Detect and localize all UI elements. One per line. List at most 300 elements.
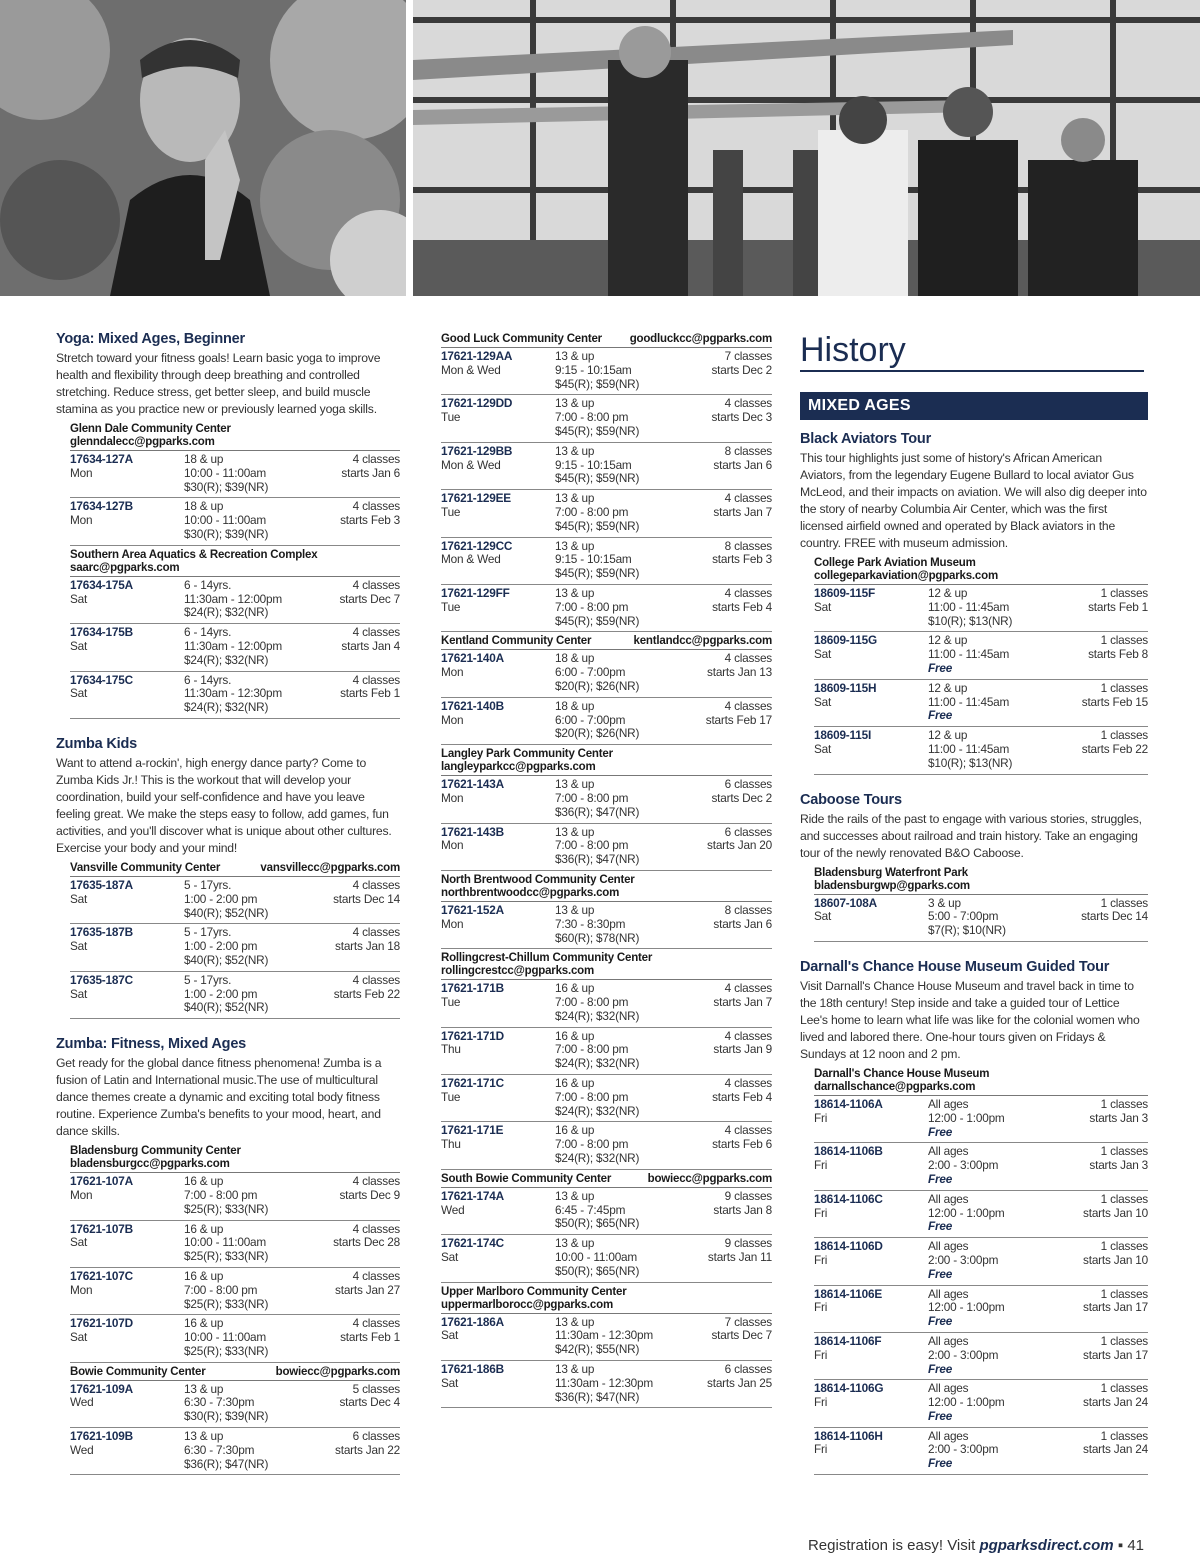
session-code-day [814,897,928,938]
location-email[interactable]: bowiecc@pgparks.com [275,1365,400,1378]
session-schedule [333,1223,400,1264]
session-code-day [441,587,555,628]
session-fee: $25(R); $33(NR) [184,1296,269,1311]
course-offerings [814,554,1148,775]
session-row[interactable] [70,924,400,971]
session-details [184,974,334,1015]
location-email[interactable]: saarc@pgparks.com [70,561,180,574]
session-age: 12 & up [928,680,968,695]
session-start-date: starts Jan 3 [1089,1110,1148,1125]
session-row[interactable] [441,395,772,442]
activity-number: 17621-107C [70,1268,133,1283]
activity-number: 17634-127B [70,499,133,514]
session-start-date: starts Jan 11 [707,1250,772,1265]
session-time: 11:00 - 11:45am [928,599,1010,614]
session-class-count: 7 classes [724,1314,772,1329]
session-details [555,492,713,533]
session-details [184,1270,335,1311]
session-days: Sat [814,647,832,662]
session-schedule [339,1383,400,1424]
location-email[interactable]: langleyparkcc@pgparks.com [441,761,596,774]
session-time: 11:30am - 12:00pm [184,638,283,653]
session-time: 10:00 - 11:00am [184,513,267,528]
session-time: 1:00 - 2:00 pm [184,891,258,906]
location-email[interactable]: bowiecc@pgparks.com [647,1172,772,1185]
activity-number: 18614-1106D [814,1239,883,1254]
session-age: 16 & up [184,1268,224,1283]
session-days: Thu [441,1137,461,1152]
activity-number: 17621-171B [441,981,504,996]
session-code-day [814,587,928,628]
session-row[interactable] [70,1268,400,1315]
session-details [928,1145,1089,1186]
session-row[interactable] [441,776,772,823]
location-email[interactable]: kentlandcc@pgparks.com [633,635,772,648]
activity-number: 18614-1106E [814,1286,882,1301]
session-class-count: 4 classes [724,981,772,996]
activity-number: 17621-171D [441,1028,504,1043]
session-row[interactable] [441,650,772,697]
session-time: 11:30am - 12:00pm [184,591,283,606]
session-class-count: 1 classes [1100,1333,1148,1348]
session-age: 13 & up [555,1188,595,1203]
session-row[interactable] [814,1380,1148,1427]
session-time: 5:00 - 7:00pm [928,909,999,924]
location-email[interactable]: bladensburgwp@gparks.com [814,879,970,892]
session-time: 6:45 - 7:45pm [555,1202,626,1217]
session-class-count: 1 classes [1100,1381,1148,1396]
session-details [928,587,1088,628]
location-name: South Bowie Community Center [441,1172,612,1185]
location-header [70,546,400,577]
session-row[interactable] [70,1381,400,1428]
session-code-day [814,1193,928,1234]
session-time: 6:30 - 7:30pm [184,1395,255,1410]
session-row[interactable] [441,980,772,1027]
activity-number: 17621-143B [441,824,504,839]
session-schedule [706,700,772,741]
course-title: Zumba: Fitness, Mixed Ages [56,1036,247,1053]
session-row[interactable] [70,624,400,671]
session-row[interactable] [70,1173,400,1220]
session-row[interactable] [814,1428,1148,1475]
session-fee: Free [928,1266,953,1281]
session-row[interactable] [70,1315,400,1362]
session-class-count: 4 classes [724,1028,772,1043]
session-schedule [713,1030,772,1071]
session-fee: $40(R); $52(NR) [184,905,269,920]
session-row[interactable] [441,490,772,537]
session-details [928,729,1082,770]
session-row[interactable] [441,1028,772,1075]
session-class-count: 4 classes [352,972,400,987]
session-days: Sat [814,694,832,709]
session-details [555,652,707,693]
session-start-date: starts Jan 4 [341,638,400,653]
session-time: 1:00 - 2:00 pm [184,986,258,1001]
session-schedule [335,1270,400,1311]
session-row[interactable] [441,1188,772,1235]
session-fee: $20(R); $26(NR) [555,726,640,741]
session-row[interactable] [70,451,400,498]
location-header [441,871,772,902]
session-days: Thu [441,1042,461,1057]
session-start-date: starts Feb 15 [1081,694,1148,709]
activity-number: 17621-129EE [441,491,511,506]
session-row[interactable] [70,577,400,624]
session-class-count: 4 classes [352,577,400,592]
session-fee: $24(R); $32(NR) [184,700,269,715]
session-row[interactable] [441,698,772,745]
location-email[interactable]: collegeparkaviation@pgparks.com [814,570,998,582]
session-fee: $40(R); $52(NR) [184,952,269,967]
session-row[interactable] [814,727,1148,774]
course-description: Want to attend a-rockin', high energy dance party? Come to Zumba Kids Jr.! This is the workout that will develop your coordination, build your self-confidence and have you leave feeling great. We make the steps easy to follow, add games, fun activities, and you'll discover what is unique about other cultures. Exercise your body and your mind! [56,755,392,855]
session-class-count: 4 classes [724,585,772,600]
session-start-date: starts Dec 7 [711,1328,772,1343]
session-details [555,350,711,391]
session-row[interactable] [441,902,772,949]
activity-number: 17621-129AA [441,349,513,363]
session-row[interactable] [441,443,772,490]
session-start-date: starts Jan 18 [335,939,400,954]
session-age: All ages [928,1333,969,1348]
session-code-day [814,1335,928,1376]
session-fee: $45(R); $59(NR) [555,518,640,533]
location-header [441,745,772,776]
session-row[interactable] [814,1096,1148,1143]
session-code-day [70,453,184,494]
location-header [70,1363,400,1381]
location-email[interactable]: northbrentwoodcc@pgparks.com [441,886,620,899]
session-details [555,1316,711,1357]
activity-number: 17621-186A [441,1314,504,1329]
session-age: All ages [928,1239,969,1254]
session-days: Sat [70,1235,88,1250]
session-fee: Free [928,1408,953,1423]
session-row[interactable] [70,1221,400,1268]
session-row[interactable] [70,498,400,545]
session-code-day [441,397,555,438]
session-code-day [70,500,184,541]
session-row[interactable] [814,680,1148,727]
session-fee: $25(R); $33(NR) [184,1249,269,1264]
session-start-date: starts Jan 7 [713,995,772,1010]
session-class-count: 4 classes [352,1221,400,1236]
session-time: 9:15 - 10:15am [555,457,632,472]
session-row[interactable] [70,1428,400,1475]
session-time: 2:00 - 3:00pm [928,1442,999,1457]
session-code-day [441,778,555,819]
session-schedule [707,652,772,693]
session-schedule [341,453,400,494]
location-header [70,1142,400,1173]
location-header [441,1283,772,1314]
session-row[interactable] [70,972,400,1019]
session-days: Mon & Wed [441,362,501,377]
session-days: Mon [441,712,464,727]
session-code-day [814,1145,928,1186]
location-email[interactable]: vansvillecc@pgparks.com [260,861,400,874]
session-days: Tue [441,504,461,519]
location-email[interactable]: uppermarlborocc@pgparks.com [441,1298,613,1311]
location-name: Bladensburg Community Center [70,1145,241,1158]
session-code-day [441,826,555,867]
activity-number: 17621-129FF [441,585,510,600]
session-class-count: 5 classes [352,1381,400,1396]
location-name: North Brentwood Community Center [441,873,635,886]
session-days: Fri [814,1395,828,1410]
session-age: 5 - 17yrs. [184,877,232,892]
session-row[interactable] [441,585,772,632]
session-details [555,397,711,438]
session-details [184,500,340,541]
session-details [555,587,712,628]
session-start-date: starts Jan 6 [713,916,772,931]
session-fee: Free [928,660,953,675]
session-days: Fri [814,1347,828,1362]
location-email[interactable]: glenndalecc@pgparks.com [70,436,215,448]
session-start-date: starts Feb 22 [1081,741,1148,756]
session-row[interactable] [441,348,772,395]
location-name: Upper Marlboro Community Center [441,1285,627,1298]
session-code-day [70,626,184,667]
activity-number: 17621-109B [70,1429,133,1444]
session-class-count: 6 classes [724,777,772,792]
session-schedule [1082,682,1148,723]
session-days: Fri [814,1110,828,1125]
session-schedule [340,500,400,541]
session-schedule [1083,1240,1148,1281]
session-code-day [70,1383,184,1424]
session-details [555,700,706,741]
age-banner-mixed-ages: MIXED AGES [800,392,1148,420]
session-class-count: 7 classes [724,349,772,363]
course-title: Zumba Kids [56,735,137,752]
activity-number: 17621-171E [441,1123,504,1138]
session-fee: Free [928,1314,953,1329]
session-fee: $60(R); $78(NR) [555,930,640,945]
session-code-day [441,1237,555,1278]
session-schedule [340,1317,400,1358]
session-start-date: starts Dec 7 [339,591,400,606]
session-code-day [814,1430,928,1471]
session-fee: $45(R); $59(NR) [555,376,640,391]
session-days: Fri [814,1300,828,1315]
session-days: Fri [814,1205,828,1220]
session-age: All ages [928,1144,969,1159]
session-fee: $40(R); $52(NR) [184,1000,269,1015]
session-class-count: 1 classes [1100,1428,1148,1443]
session-days: Sat [441,1375,459,1390]
session-class-count: 1 classes [1100,895,1148,910]
location-email[interactable]: bladensburgcc@pgparks.com [70,1158,230,1171]
session-days: Mon [70,1282,93,1297]
session-details [555,904,713,945]
session-schedule [711,1316,772,1357]
session-time: 11:00 - 11:45am [928,741,1010,756]
session-code-day [441,700,555,741]
session-age: All ages [928,1286,969,1301]
session-schedule [1083,1382,1148,1423]
session-details [184,1317,340,1358]
session-row[interactable] [814,1333,1148,1380]
session-class-count: 4 classes [724,396,772,411]
footer-separator: ▪ [1113,1537,1128,1554]
activity-number: 17621-152A [441,902,504,917]
activity-number: 18614-1106H [814,1428,883,1443]
session-start-date: starts Jan 10 [1083,1205,1148,1220]
session-row[interactable] [814,1238,1148,1285]
course-offerings [814,864,1148,942]
session-code-day [70,1270,184,1311]
session-class-count: 8 classes [724,902,772,917]
session-row[interactable] [441,824,772,871]
activity-number: 17621-129CC [441,538,513,553]
session-row[interactable] [814,1191,1148,1238]
session-row[interactable] [441,1235,772,1282]
activity-number: 17621-143A [441,777,504,792]
session-start-date: starts Jan 27 [335,1282,400,1297]
session-age: 18 & up [184,452,224,466]
session-days: Mon [70,1187,93,1202]
session-class-count: 6 classes [724,1362,772,1377]
session-details [555,1363,707,1404]
session-start-date: starts Feb 17 [705,712,772,727]
session-code-day [70,1175,184,1216]
session-code-day [70,1430,184,1471]
activity-number: 18614-1106A [814,1096,883,1111]
session-row[interactable] [814,1143,1148,1190]
session-details [555,1077,712,1118]
session-details [555,540,712,581]
activity-number: 17621-107A [70,1174,133,1189]
session-time: 11:00 - 11:45am [928,694,1010,709]
session-code-day [70,926,184,967]
session-days: Sat [70,939,88,954]
location-email[interactable]: rollingcrestcc@pgparks.com [441,965,595,978]
session-fee: $45(R); $59(NR) [555,613,640,628]
session-age: 13 & up [555,1236,595,1251]
session-details [184,1175,339,1216]
session-days: Tue [441,599,461,614]
session-fee: $24(R); $32(NR) [555,1056,640,1071]
session-details [928,1382,1083,1423]
course-offerings [814,1065,1148,1475]
session-class-count: 8 classes [724,538,772,553]
session-fee: $20(R); $26(NR) [555,678,640,693]
session-days: Sat [70,1330,88,1345]
course-title: Darnall's Chance House Museum Guided Tour [800,958,1110,975]
session-time: 2:00 - 3:00pm [928,1252,999,1267]
session-code-day [70,1317,184,1358]
session-age: 16 & up [555,1076,595,1091]
location-name: Darnall's Chance House Museum [814,1067,990,1080]
location-name: Vansville Community Center [70,861,221,874]
aviation-museum-photo [413,0,1200,296]
session-row[interactable] [441,538,772,585]
session-days: Sat [441,1328,459,1343]
session-age: 13 & up [555,1362,595,1377]
session-row[interactable] [814,632,1148,679]
session-start-date: starts Feb 1 [340,686,400,701]
session-class-count: 4 classes [352,672,400,687]
session-fee: $50(R); $65(NR) [555,1216,640,1231]
session-row[interactable] [441,1361,772,1408]
session-row[interactable] [70,877,400,924]
session-class-count: 1 classes [1100,728,1148,743]
activity-number: 17621-140B [441,698,504,713]
session-code-day [441,1316,555,1357]
activity-number: 17621-109A [70,1381,133,1396]
session-start-date: starts Dec 4 [339,1395,400,1410]
session-age: All ages [928,1191,969,1206]
session-age: 6 - 14yrs. [184,577,232,592]
session-details [555,826,707,867]
session-days: Mon [441,665,464,680]
footer-website-link[interactable]: pgparksdirect.com [979,1537,1114,1554]
session-details [555,1190,713,1231]
session-row[interactable] [814,1286,1148,1333]
session-days: Mon & Wed [441,457,501,472]
course-description: Get ready for the global dance fitness phenomena! Zumba is a fusion of Latin and International music.The use of multicultural dance themes create a dynamic and exciting total body fitness routine. Experience Zumba's benefits to your mood, heart, and dance skills. [56,1056,382,1139]
location-name: Bladensburg Waterfront Park [814,866,968,879]
activity-number: 17621-107D [70,1316,133,1331]
session-days: Tue [441,410,461,425]
session-age: All ages [928,1096,969,1111]
session-row[interactable] [441,1075,772,1122]
yoga-photo [0,0,406,296]
session-class-count: 4 classes [352,877,400,892]
session-details [184,879,333,920]
session-days: Tue [441,1089,461,1104]
location-name: Good Luck Community Center [441,333,602,345]
session-age: 16 & up [555,1028,595,1043]
session-fee: $42(R); $55(NR) [555,1342,640,1357]
session-details [184,1430,335,1471]
location-header [814,554,1148,585]
session-details [184,579,339,620]
session-fee: Free [928,708,953,723]
session-days: Sat [70,638,88,653]
session-start-date: starts Feb 22 [333,986,400,1001]
session-row[interactable] [814,895,1148,942]
session-row[interactable] [441,1314,772,1361]
session-fee: $45(R); $59(NR) [555,566,640,581]
session-time: 12:00 - 1:00pm [928,1300,1005,1315]
session-code-day [814,1382,928,1423]
session-row[interactable] [441,1122,772,1169]
session-class-count: 4 classes [352,1316,400,1331]
session-age: 13 & up [184,1429,224,1444]
session-schedule [1081,897,1148,938]
session-row[interactable] [70,672,400,719]
session-schedule [1083,1430,1148,1471]
activity-number: 18614-1106B [814,1144,883,1159]
session-time: 10:00 - 11:00am [184,1235,267,1250]
session-schedule [711,350,772,391]
activity-number: 17634-175A [70,577,133,592]
location-email[interactable]: darnallschance@pgparks.com [814,1080,976,1093]
session-row[interactable] [814,585,1148,632]
session-age: 13 & up [555,824,595,839]
session-schedule [333,879,400,920]
session-details [928,1240,1083,1281]
location-email[interactable]: goodluckcc@pgparks.com [629,333,772,345]
location-name: Rollingcrest-Chillum Community Center [441,952,653,965]
activity-number: 18614-1106G [814,1381,884,1396]
course-description: Stretch toward your fitness goals! Learn basic yoga to improve health and flexibility through deep breathing and controlled stretching. Reduce stress, get better sleep, and build muscle stamina as you practice new or previously learned yoga skills. [56,351,381,416]
